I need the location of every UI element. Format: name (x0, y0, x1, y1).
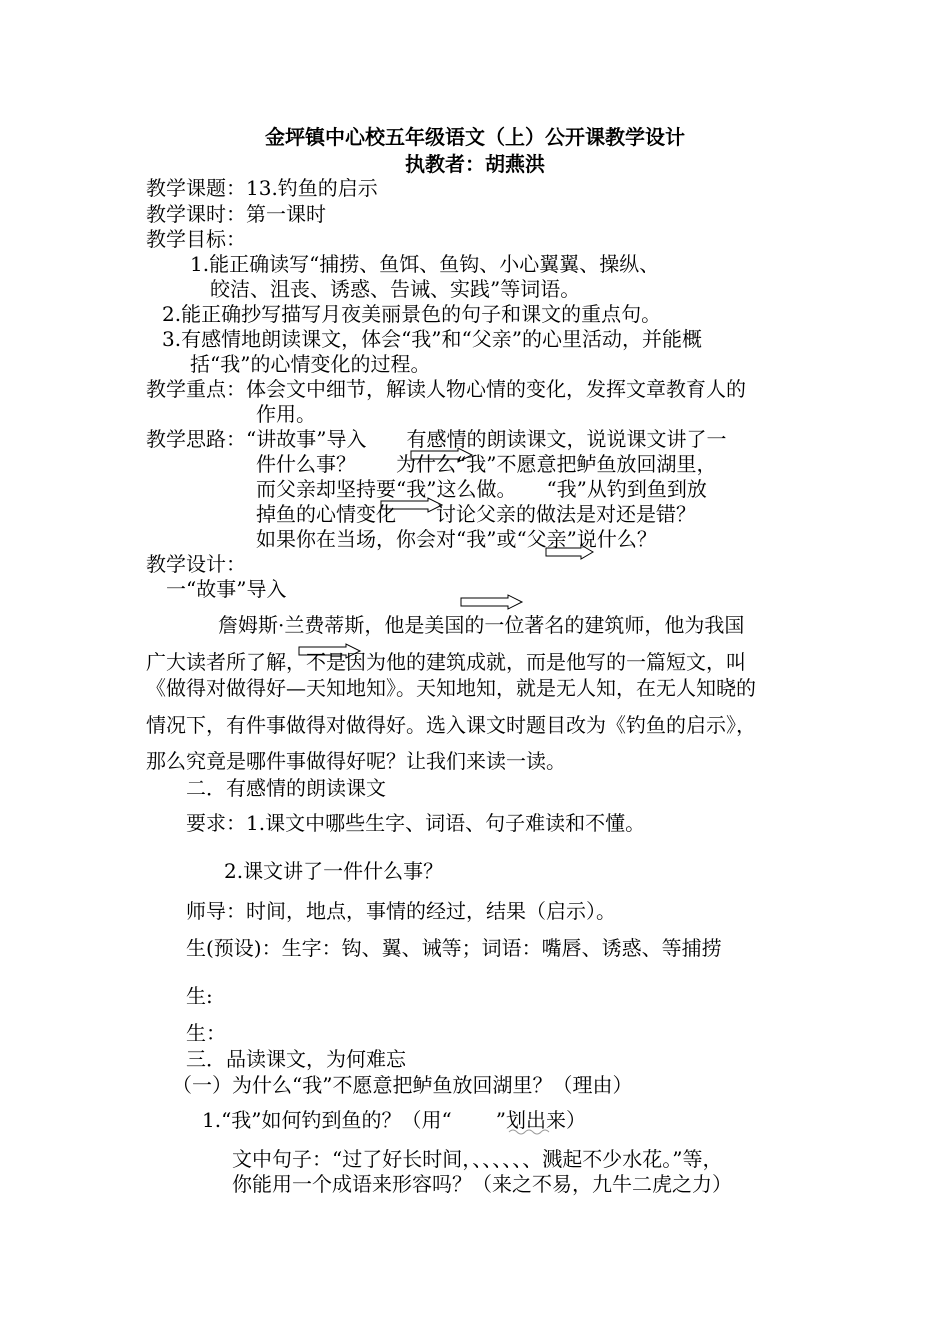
focus-line-1: 教学重点：体会文中细节，解读人物心情的变化，发挥文章教育人的 (146, 377, 746, 401)
goal-1-line-1: 1.能正确读写“捕捞、鱼饵、鱼钩、小心翼翼、操纵、 (190, 252, 660, 276)
goal-3-line-1: 3.有感情地朗读课文，体会“我”和“父亲”的心里活动，并能概 (162, 327, 702, 351)
idea-line-4: 掉鱼的心情变化 讨论父亲的做法是对还是错？ (256, 502, 696, 526)
document-title: 金坪镇中心校五年级语文（上）公开课教学设计 (265, 125, 685, 149)
story-paragraph-line-1: 詹姆斯·兰费蒂斯，他是美国的一位著名的建筑师，他为我国 (218, 613, 745, 637)
lesson-topic: 教学课题：13.钓鱼的启示 (146, 176, 378, 200)
idea-line-3: 而父亲却坚持要“我”这么做。 “我”从钓到鱼到放 (256, 477, 707, 501)
idea-line-5: 如果你在当场，你会对“我”或“父亲”说什么？ (256, 527, 657, 551)
flow-arrow-icon (298, 643, 362, 659)
document-author: 执教者：胡燕洪 (405, 152, 545, 176)
section-3-heading: 三．品读课文，为何难忘 (186, 1047, 406, 1071)
section-1-heading: 一“故事”导入 (166, 577, 287, 601)
student-preset: 生(预设)：生字：钩、翼、诫等；词语：嘴唇、诱惑、等捕捞 (186, 936, 722, 960)
teacher-guide: 师导：时间，地点，事情的经过，结果（启示）。 (186, 899, 616, 923)
design-heading: 教学设计： (146, 552, 246, 576)
idea-line-1: 教学思路：“讲故事”导入 有感情的朗读课文，说说课文讲了一 (146, 427, 727, 451)
story-paragraph-line-2: 广大读者所了解，不是因为他的建筑成就，而是他写的一篇短文，叫 (146, 650, 746, 674)
idea-line-2: 件什么事？ 为什么“我”不愿意把鲈鱼放回湖里， (256, 452, 717, 476)
story-paragraph-line-3: 《做得对做得好—天知地知》。天知地知，就是无人知，在无人知晓的 (146, 676, 756, 700)
flow-arrow-icon (380, 497, 444, 513)
student-answer-2: 生： (186, 1021, 226, 1045)
goals-heading: 教学目标： (146, 227, 246, 251)
goal-2: 2.能正确抄写描写月夜美丽景色的句子和课文的重点句。 (162, 302, 662, 326)
requirement-2: 2.课文讲了一件什么事？ (224, 859, 444, 883)
requirement-1: 要求：1.课文中哪些生字、词语、句子难读和不懂。 (186, 811, 646, 835)
student-answer-1: 生: (186, 984, 213, 1008)
section-3-subheading: （一）为什么“我”不愿意把鲈鱼放回湖里？（理由） (172, 1073, 633, 1097)
question-1-suffix: ”划出来） (495, 1108, 586, 1132)
flow-arrow-icon (545, 544, 595, 560)
story-paragraph-line-5: 那么究竟是哪件事做得好呢？让我们来读一读。 (146, 749, 566, 773)
question-1-prefix: 1.“我”如何钓到鱼的？（用“ (202, 1108, 452, 1132)
quote-line-2: 你能用一个成语来形容吗？（来之不易，九牛二虎之力） (232, 1172, 732, 1196)
flow-arrow-icon (410, 447, 474, 463)
focus-line-2: 作用。 (256, 402, 316, 426)
lesson-period: 教学课时：第一课时 (146, 202, 326, 226)
flow-arrow-icon (460, 594, 524, 610)
story-paragraph-line-4: 情况下，有件事做得对做得好。选入课文时题目改为《钓鱼的启示》， (146, 713, 756, 737)
quote-line-1: 文中句子：“过了好长时间，、、、、、、溅起不少水花。”等， (232, 1147, 723, 1171)
goal-1-line-2: 皎洁、沮丧、诱惑、告诫、实践”等词语。 (210, 277, 581, 301)
wavy-underline-icon (508, 1128, 552, 1136)
section-2-heading: 二．有感情的朗读课文 (186, 776, 386, 800)
goal-3-line-2: 括“我”的心情变化的过程。 (190, 352, 431, 376)
